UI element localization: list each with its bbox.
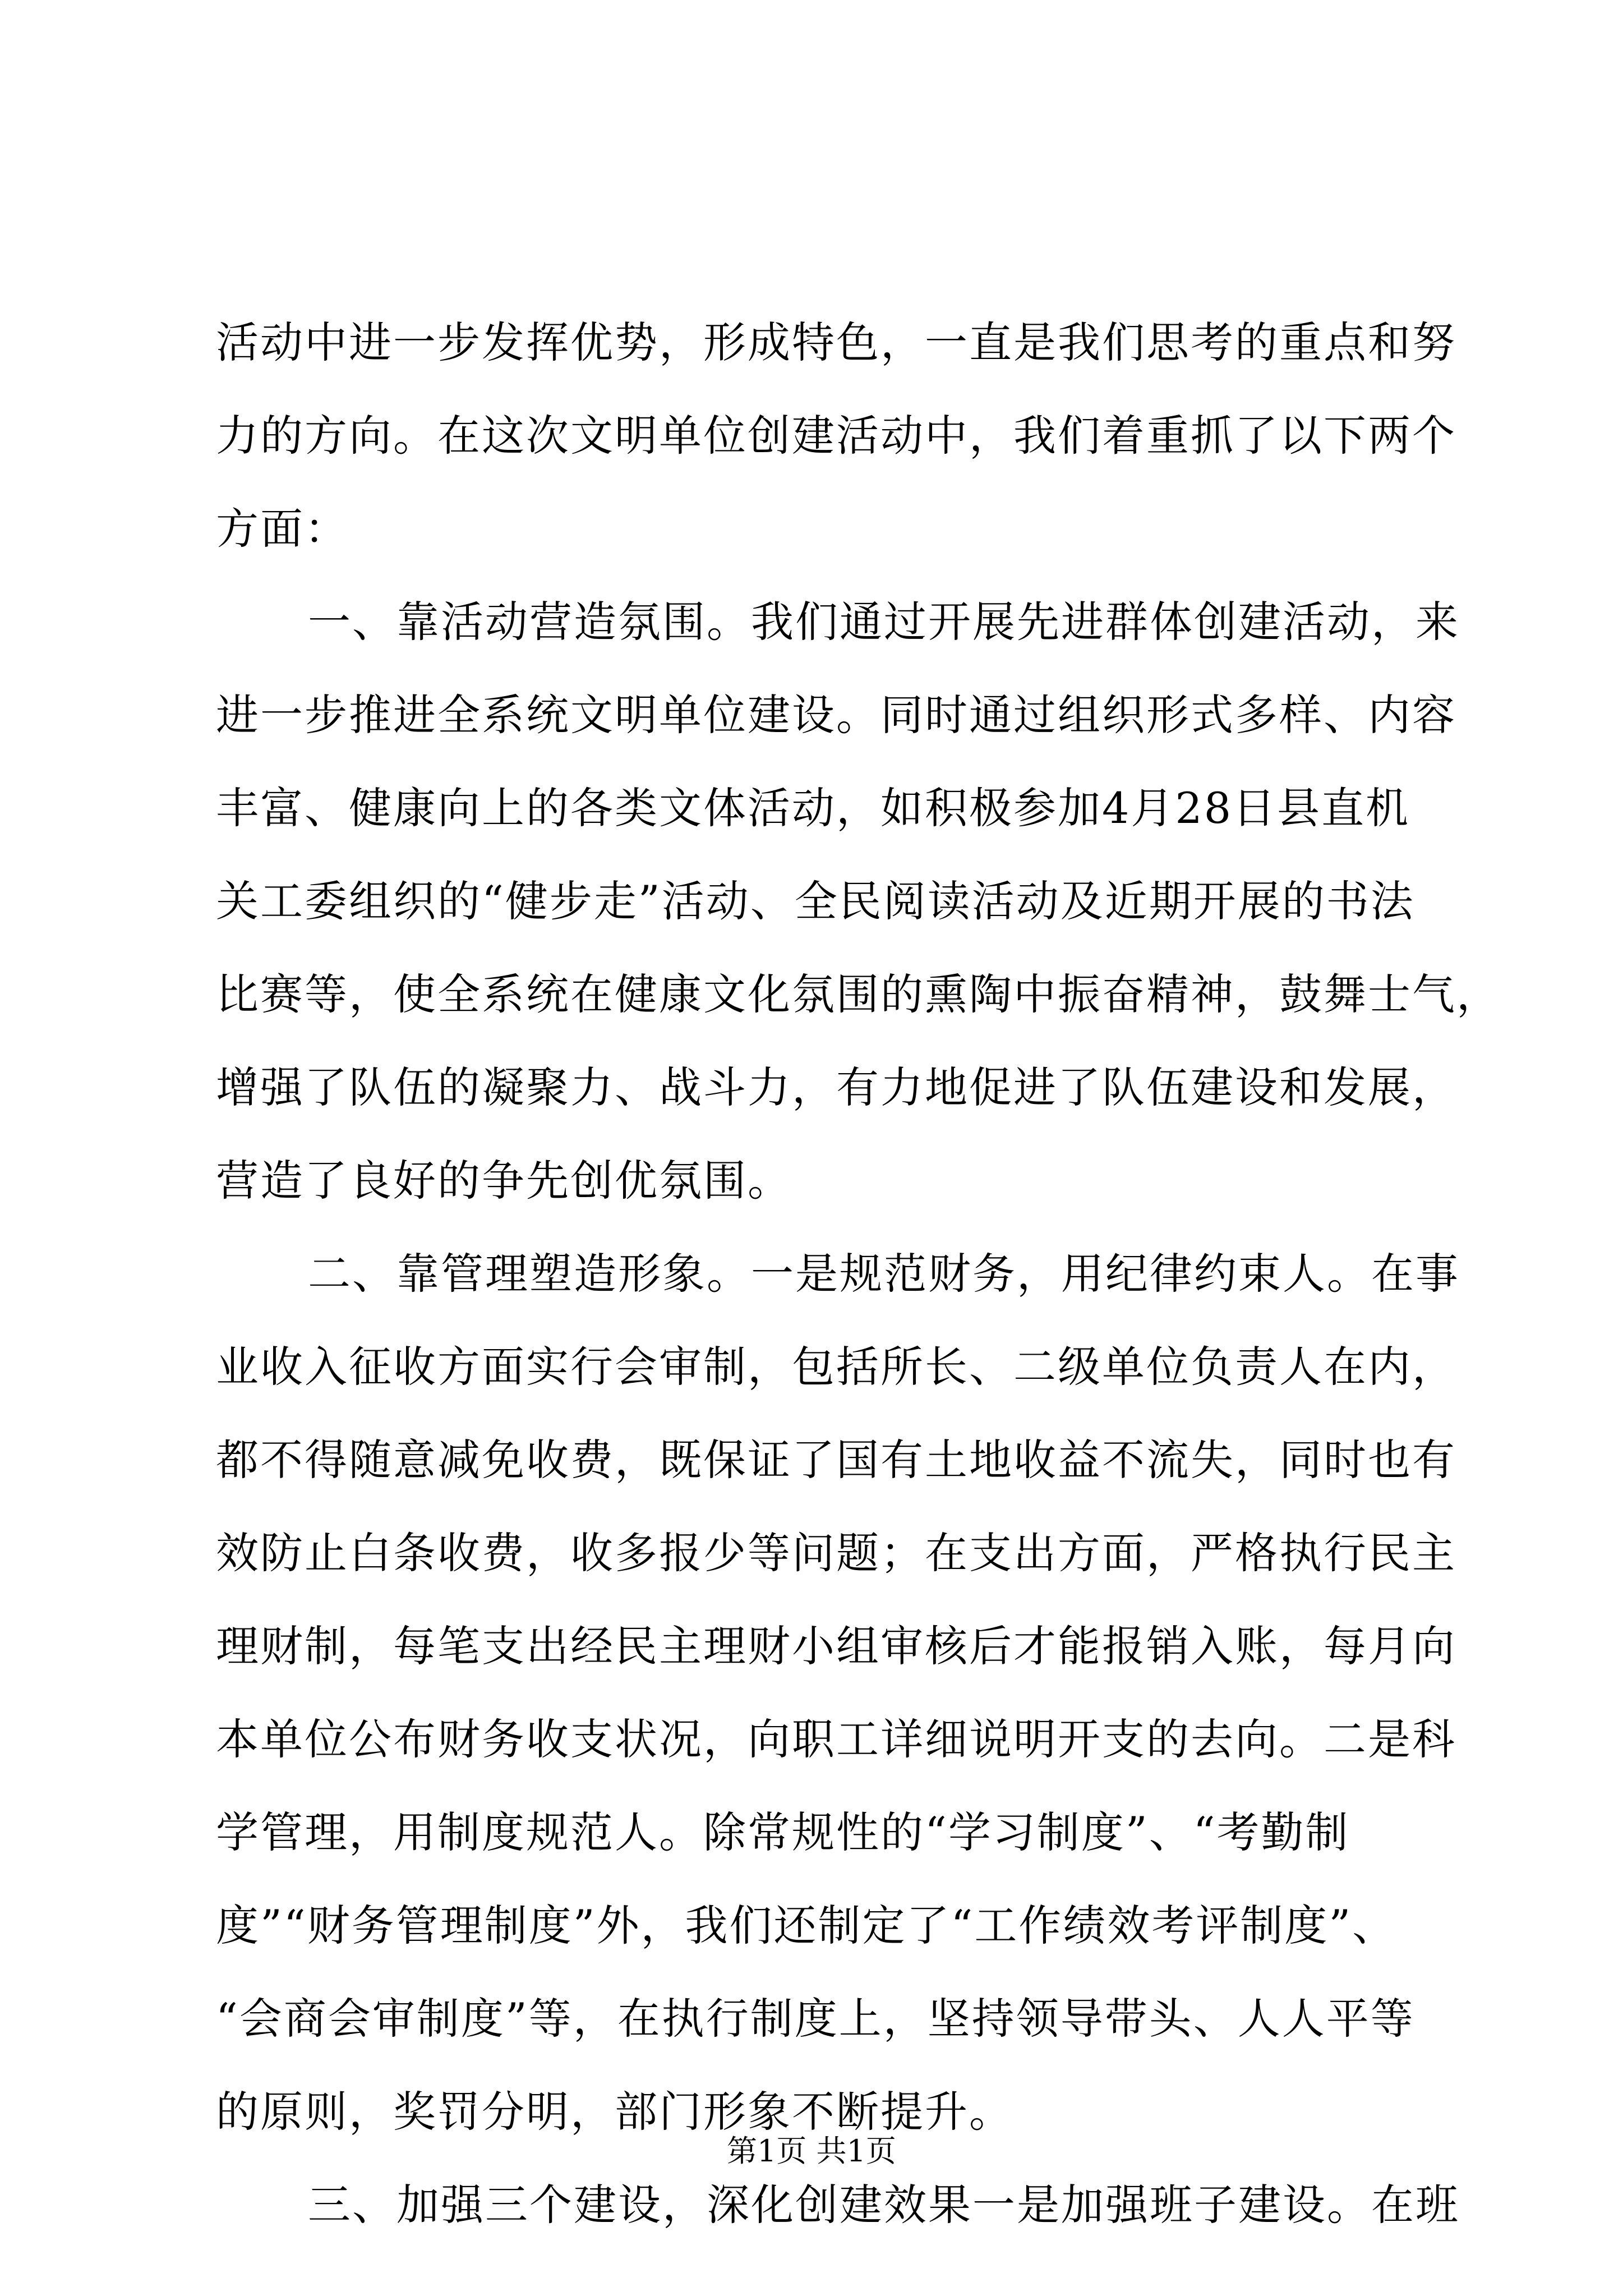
text-line: 的原则，奖罚分明，部门形象不断提升。 <box>216 2087 1013 2137</box>
text-line: 增强了队伍的凝聚力、战斗力，有力地促进了队伍建设和发展， <box>216 1062 1456 1112</box>
text-line: 比赛等，使全系统在健康文化氛围的熏陶中振奋精神，鼓舞士气， <box>216 969 1501 1019</box>
text-line: 学管理，用制度规范人。除常规性的“学习制度”、“考勤制 <box>216 1807 1350 1857</box>
paragraph-first-line: 一、靠活动营造氛围。我们通过开展先进群体创建活动，来 <box>308 597 1460 647</box>
text-line: 丰富、健康向上的各类文体活动，如积极参加4月28日县直机 <box>216 783 1410 833</box>
text-line: 进一步推进全系统文明单位建设。同时通过组织形式多样、内容 <box>216 690 1456 740</box>
text-line: “会商会审制度”等，在执行制度上，坚持领导带头、人人平等 <box>216 1994 1415 2044</box>
text-line: 活动中进一步发挥优势，形成特色，一直是我们思考的重点和努 <box>216 318 1456 367</box>
text-line: 营造了良好的争先创优氛围。 <box>216 1156 792 1205</box>
text-line: 业收入征收方面实行会审制，包括所长、二级单位负责人在内， <box>216 1342 1456 1392</box>
text-line: 力的方向。在这次文明单位创建活动中，我们着重抓了以下两个 <box>216 411 1456 461</box>
text-line: 效防止白条收费，收多报少等问题；在支出方面，严格执行民主 <box>216 1528 1456 1578</box>
text-line: 度”“财务管理制度”外，我们还制定了“工作绩效考评制度”、 <box>216 1901 1397 1950</box>
page-footer: 第1页 共1页 <box>727 2133 896 2169</box>
paragraph-first-line: 二、靠管理塑造形象。一是规范财务，用纪律约束人。在事 <box>308 1249 1460 1299</box>
text-line: 都不得随意减免收费，既保证了国有土地收益不流失，同时也有 <box>216 1435 1456 1485</box>
text-line: 关工委组织的“健步走”活动、全民阅读活动及近期开展的书法 <box>216 876 1415 926</box>
paragraph-first-line: 三、加强三个建设，深化创建效果一是加强班子建设。在班 <box>308 2180 1460 2230</box>
text-line: 理财制，每笔支出经民主理财小组审核后才能报销入账，每月向 <box>216 1621 1456 1671</box>
text-line: 本单位公布财务收支状况，向职工详细说明开支的去向。二是科 <box>216 1714 1456 1764</box>
text-line: 方面： <box>216 504 349 554</box>
document-body <box>216 296 1501 2252</box>
